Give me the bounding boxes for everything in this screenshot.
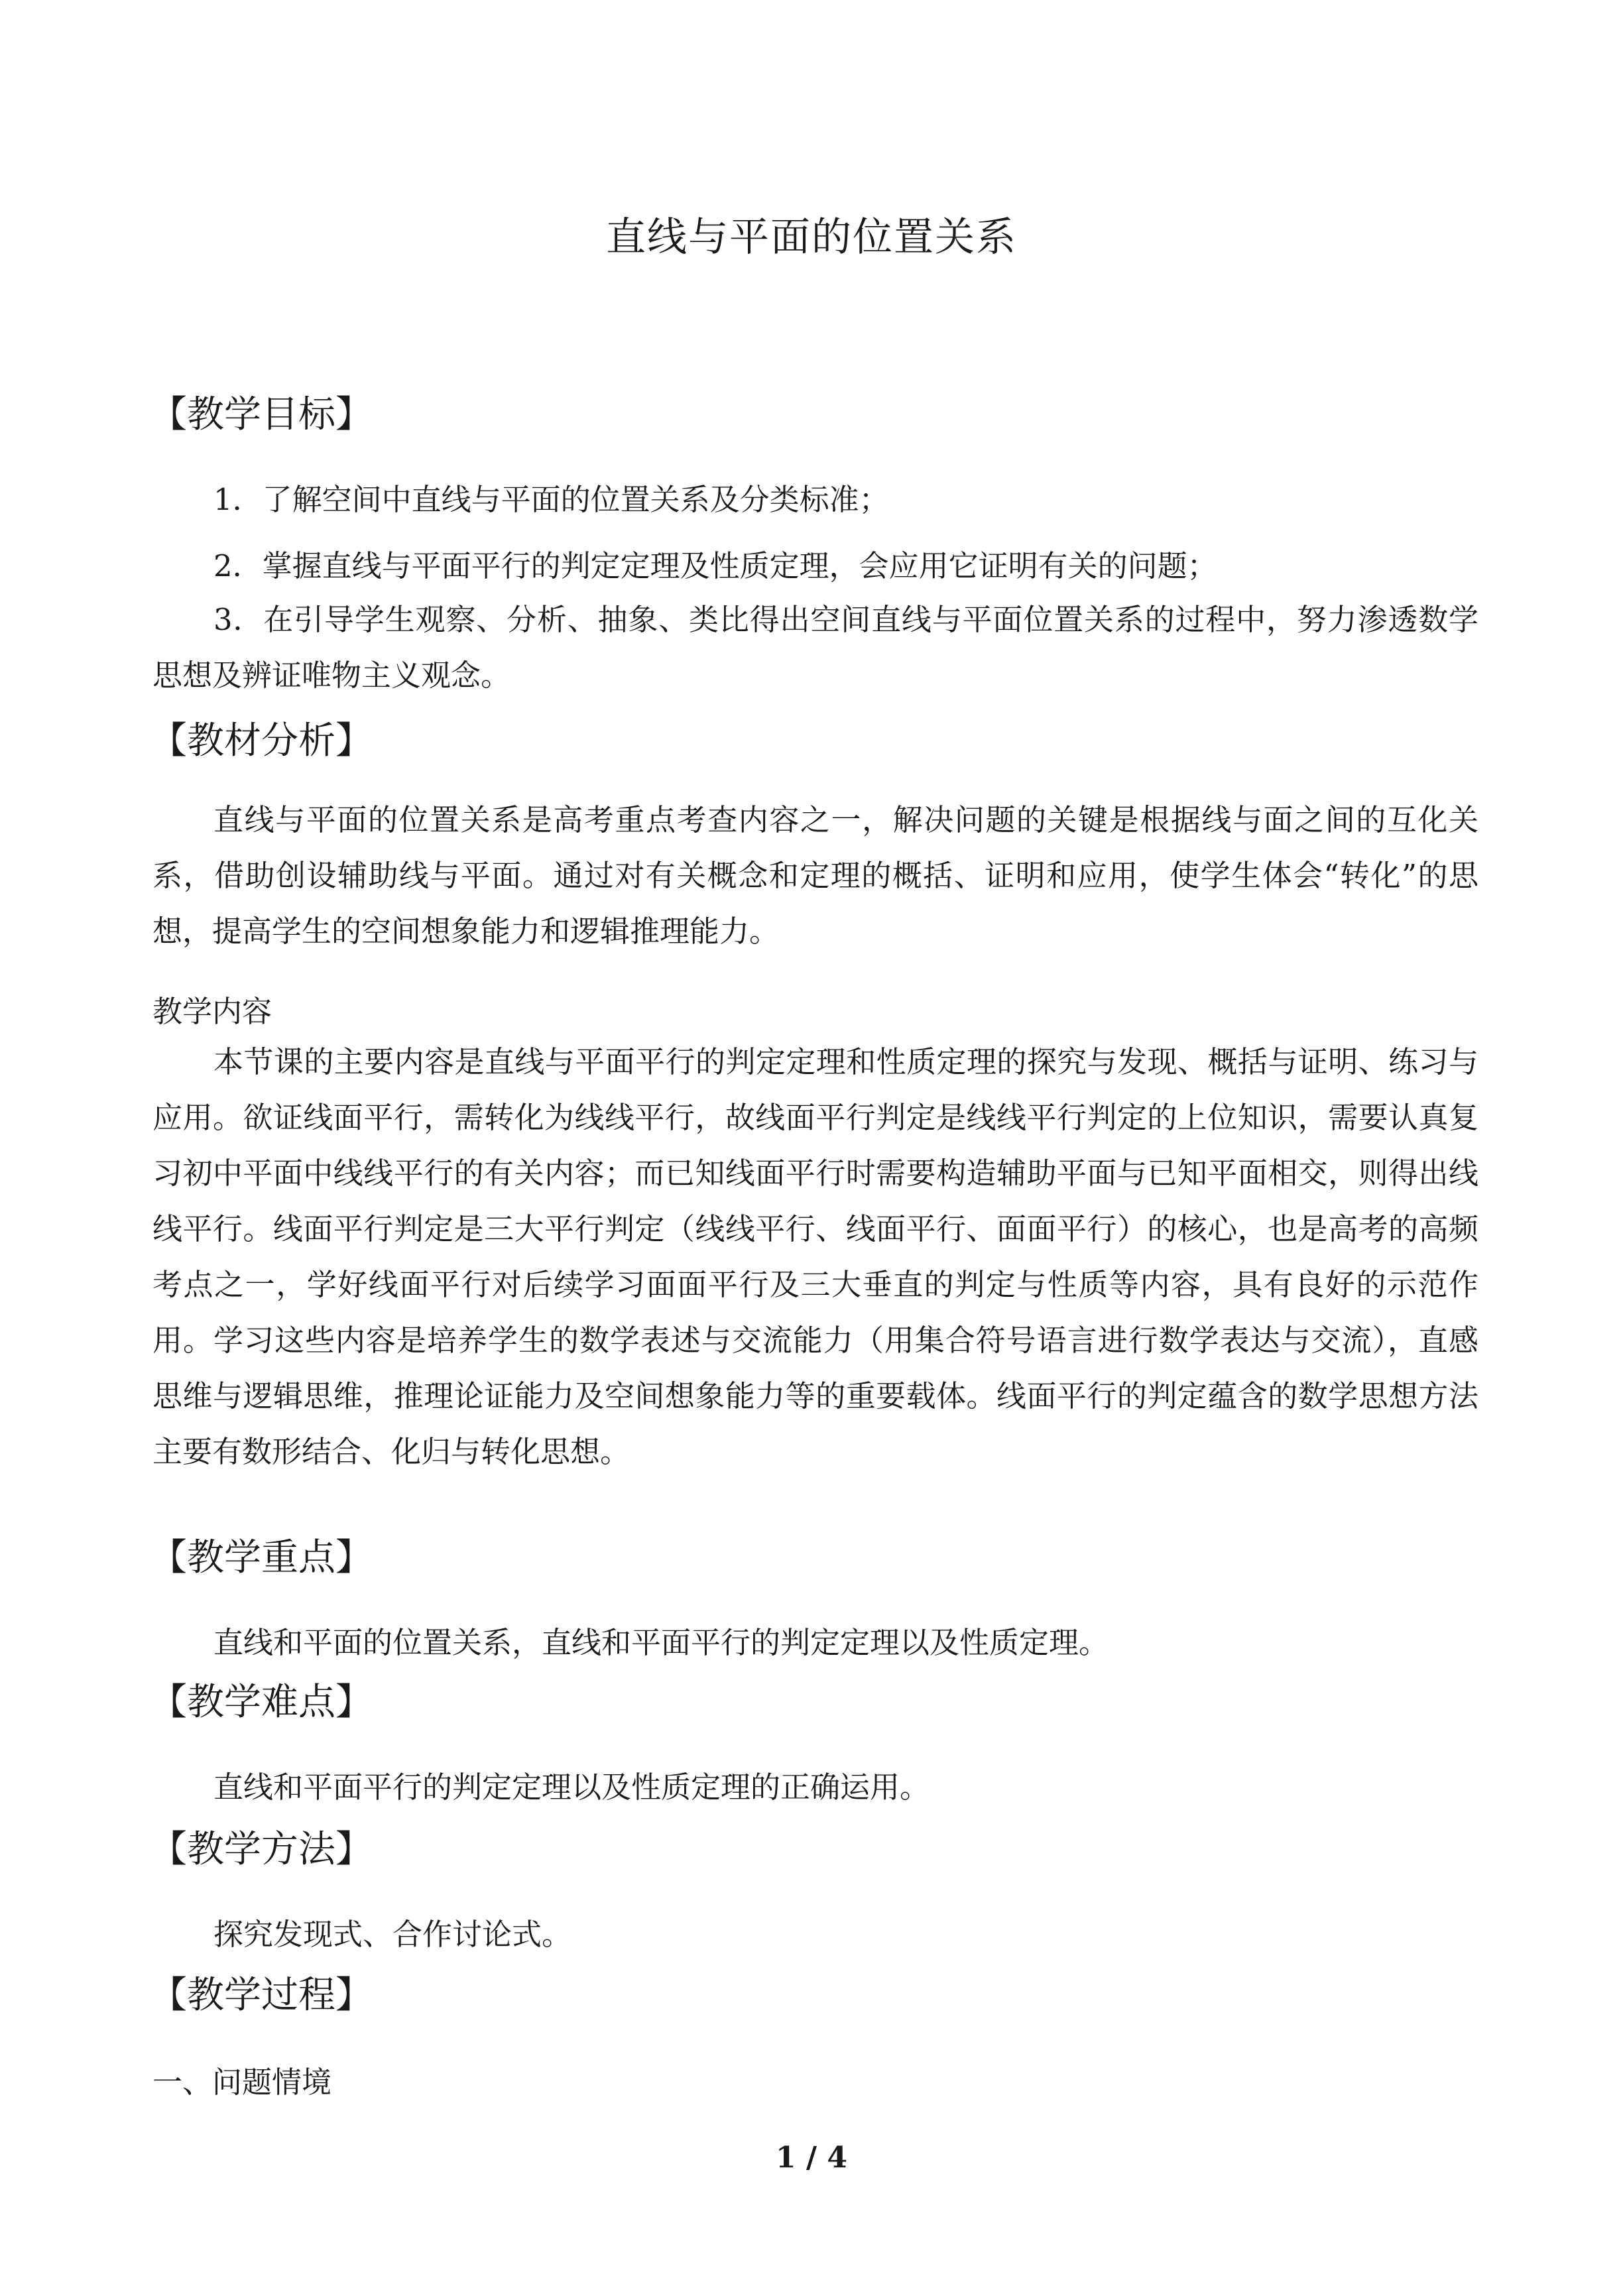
- content-label: 教学内容: [152, 994, 272, 1029]
- objective-item-1: 1．了解空间中直线与平面的位置关系及分类标准；: [213, 482, 889, 517]
- analysis-paragraph: 直线与平面的位置关系是高考重点考查内容之一，解决问题的关键是根据线与面之间的互化关系，借助创设辅助线与平面。通过对有关概念和定理的概括、证明和应用，使学生体会“转化”的思想，提高学生的空间想象能力和逻辑推理能力。: [152, 802, 1478, 949]
- difficulties-heading: 【教学难点】: [150, 1681, 373, 1724]
- key-points-heading: 【教学重点】: [150, 1536, 373, 1579]
- objective-item-2: 2．掌握直线与平面平行的判定定理及性质定理，会应用它证明有关的问题；: [213, 548, 1217, 583]
- methods-heading: 【教学方法】: [150, 1828, 373, 1871]
- content-paragraph: 本节课的主要内容是直线与平面平行的判定定理和性质定理的探究与发现、概括与证明、练习与应用。欲证线面平行，需转化为线线平行，故线面平行判定是线线平行判定的上位知识，需要认真复习初中平面中线线平行的有关内容；而已知线面平行时需要构造辅助平面与已知平面相交，则得出线线平行。线面平行判定是三大平行判定（线线平行、线面平行、面面平行）的核心，也是高考的高频考点之一，学好线面平行对后续学习面面平行及三大垂直的判定与性质等内容，具有良好的示范作用。学习这些内容是培养学生的数学表述与交流能力（用集合符号语言进行数学表达与交流），直感思维与逻辑思维，推理论证能力及空间想象能力等的重要载体。线面平行的判定蕴含的数学思想方法主要有数形结合、化归与转化思想。: [152, 1044, 1478, 1469]
- analysis-heading: 【教材分析】: [150, 719, 373, 762]
- objectives-heading: 【教学目标】: [150, 393, 373, 436]
- objective-item-3: 3．在引导学生观察、分析、抽象、类比得出空间直线与平面位置关系的过程中，努力渗透数学思想及辨证唯物主义观念。: [152, 602, 1478, 693]
- methods-text: 探究发现式、合作讨论式。: [213, 1917, 572, 1952]
- key-points-text: 直线和平面的位置关系，直线和平面平行的判定定理以及性质定理。: [213, 1625, 1109, 1660]
- difficulties-text: 直线和平面平行的判定定理以及性质定理的正确运用。: [213, 1770, 930, 1805]
- page-number: 1 / 4: [776, 2141, 847, 2175]
- document-title: 直线与平面的位置关系: [606, 214, 1017, 261]
- process-heading: 【教学过程】: [150, 1974, 373, 2017]
- process-subheading: 一、问题情境: [152, 2065, 332, 2100]
